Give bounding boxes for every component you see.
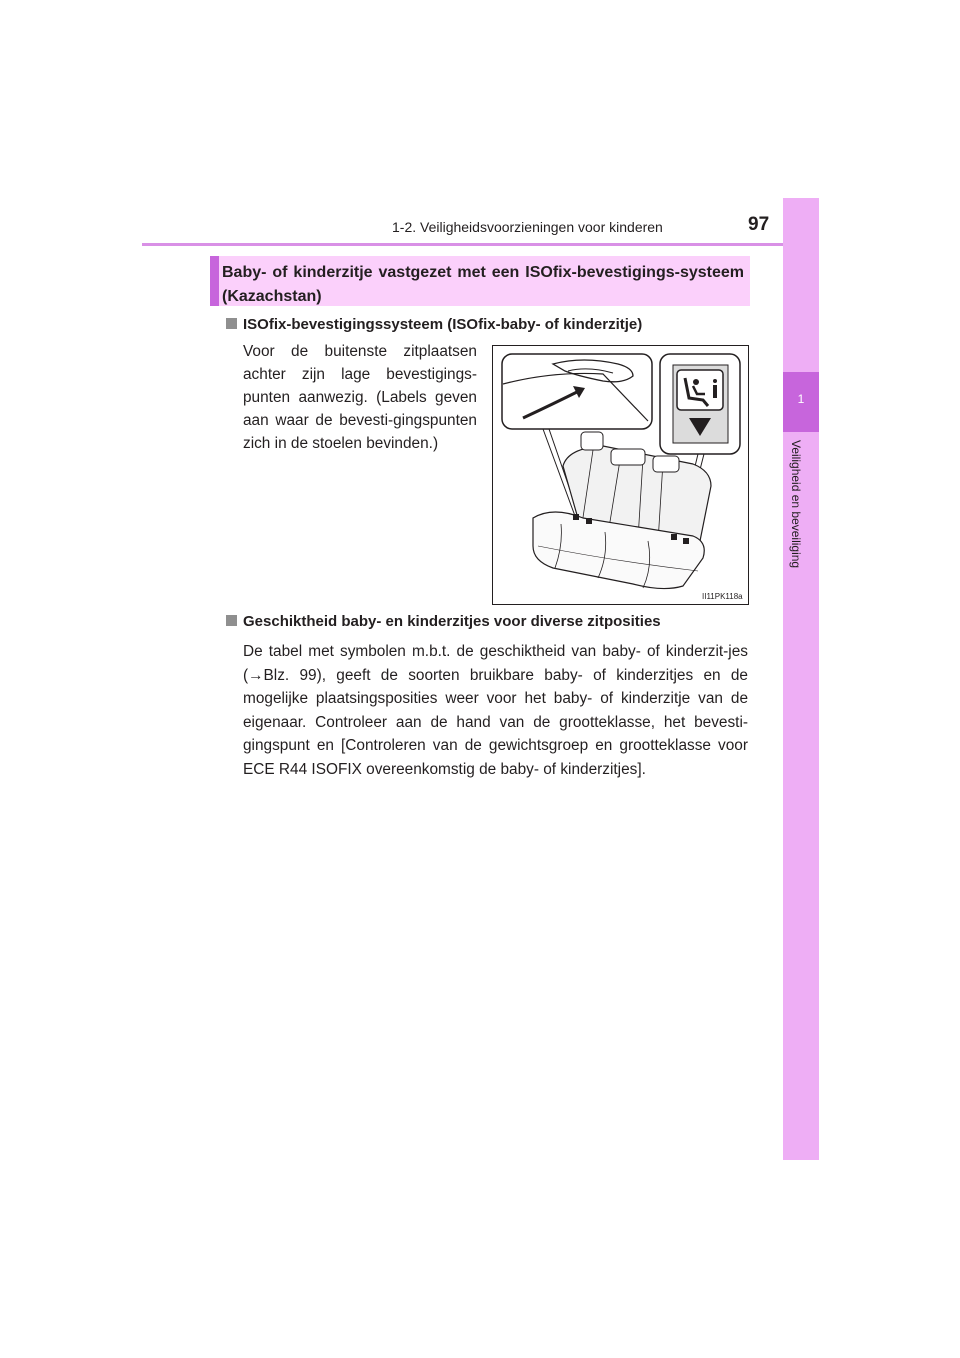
subsection-heading-isofix — [226, 316, 642, 333]
section-title: Baby- of kinderzitje vastgezet met een ISOfix-bevestigings-systeem (Kazachstan) — [222, 264, 744, 305]
square-bullet-icon — [226, 615, 237, 626]
rear-seat-illustration — [492, 345, 749, 605]
header-divider — [142, 243, 818, 246]
chapter-side-tab — [783, 198, 819, 1160]
chapter-number: 1 — [797, 392, 805, 406]
paragraph-isofix: Voor de buitenste zitplaatsen achter zijn lage bevestigings-punten aanwezig. (Labels geven aan waar de bevesti-gingspunten zich in de stoelen bevinden.) — [243, 343, 477, 452]
chapter-title: Veiligheid en beveiliging — [789, 440, 803, 569]
isofix-seat-icon — [677, 370, 723, 410]
subsection-heading-text: ISOfix-bevestigingssysteem (ISOfix-baby- of kinderzitje) — [243, 316, 643, 333]
subsection-heading-suitability — [226, 613, 661, 630]
paragraph-suitability: De tabel met symbolen m.b.t. de geschiktheid van baby- of kinderzit-jes (→Blz. 99), geeft de soorten bruikbare baby- of kinderzitjes en de mogelijke plaatsingsposities weer voor het baby- of kinderzitje van de eigenaar. Controleer aan de hand van de grootteklasse, het bevesti-gingspunt en [Controleren van de gewichtsgroep en grootteklasse voor ECE R44 ISOFIX overeenkomstig de baby- of kinderzitjes]. — [243, 643, 748, 778]
subsection-heading-text: Geschiktheid baby- en kinderzitjes voor diverse zitposities — [243, 613, 661, 630]
rear-seat-drawing — [493, 346, 748, 604]
square-bullet-icon — [226, 318, 237, 329]
illustration-code: II11PK118a — [702, 592, 743, 601]
running-header: 1-2. Veiligheidsvoorzieningen voor kinderen — [392, 219, 663, 235]
page-number: 97 — [748, 214, 770, 235]
